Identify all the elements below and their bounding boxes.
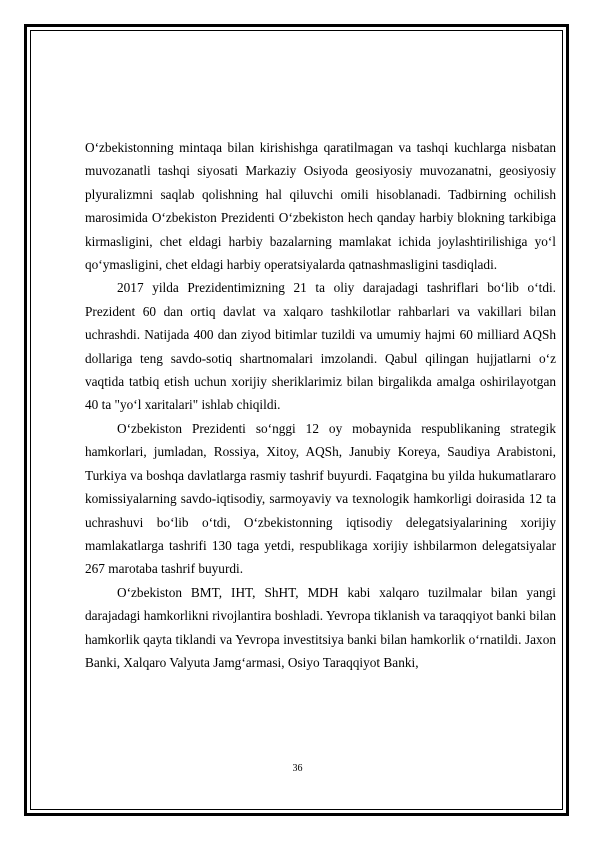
document-body <box>85 136 556 674</box>
paragraph-4: O‘zbekiston BMT, IHT, ShHT, MDH kabi xalqaro tuzilmalar bilan yangi darajadagi hamkorlikni rivojlantira boshladi. Yevropa tiklanish va taraqqiyot banki bilan hamkorlik qayta tiklandi va Yevropa investitsiya banki bilan hamkorlik o‘rnatildi. Jaxon Banki, Xalqaro Valyuta Jamg‘armasi, Osiyo Taraqqiyot Banki, <box>85 584 556 670</box>
page-number: 36 <box>292 763 303 774</box>
paragraph-3: O‘zbekiston Prezidenti so‘nggi 12 oy mobaynida respublikaning strategik hamkorlari, jumladan, Rossiya, Xitoy, AQSh, Janubiy Koreya, Saudiya Arabistoni, Turkiya va boshqa davlatlarga rasmiy tashrif buyurdi. Faqatgina bu yilda hukumatlararo komissiyalarning savdo-iqtisodiy, sarmoyaviy va texnologik hamkorligi doirasida 12 ta uchrashuvi bo‘lib o‘tdi, O‘zbekistonning iqtisodiy delegatsiyalarining xorijiy mamlakatlarga tashrifi 130 taga yetdi, respublikaga xorijiy ishbilarmon delegatsiyalar 267 marotaba tashrif buyurdi. <box>85 420 556 577</box>
paragraph-1: O‘zbekistonning mintaqa bilan kirishishga qaratilmagan va tashqi kuchlarga nisbatan muvozanatli tashqi siyosati Markaziy Osiyoda geosiyosiy muvozanatni, geosiyosiy plyuralizmni saqlab qolishning hal qiluvchi omili hisoblanadi. Tadbirning ochilish marosimida O‘zbekiston Prezidenti O‘zbekiston hech qanday harbiy blokning tarkibiga kirmasligini, chet eldagi harbiy bazalarning mamlakat ichida joylashtirilishiga yo‘l qo‘ymasligini, chet eldagi harbiy operatsiyalarda qatnashmasligini tasdiqladi. <box>85 140 556 273</box>
paragraph-2: 2017 yilda Prezidentimizning 21 ta oliy darajadagi tashriflari bo‘lib o‘tdi. Prezident 60 dan ortiq davlat va xalqaro tashkilotlar rahbarlari va vakillari bilan uchrashdi. Natijada 400 dan ziyod bitimlar tuzildi va umumiy hajmi 60 milliard AQSh dollariga teng savdo-sotiq shartnomalari imzolandi. Qabul qilingan hujjatlarni o‘z vaqtida tatbiq etish uchun xorijiy sheriklarimiz bilan birgalikda amalga oshirilayotgan 40 ta "yo‘l xaritalari" ishlab chiqildi. <box>85 280 556 413</box>
